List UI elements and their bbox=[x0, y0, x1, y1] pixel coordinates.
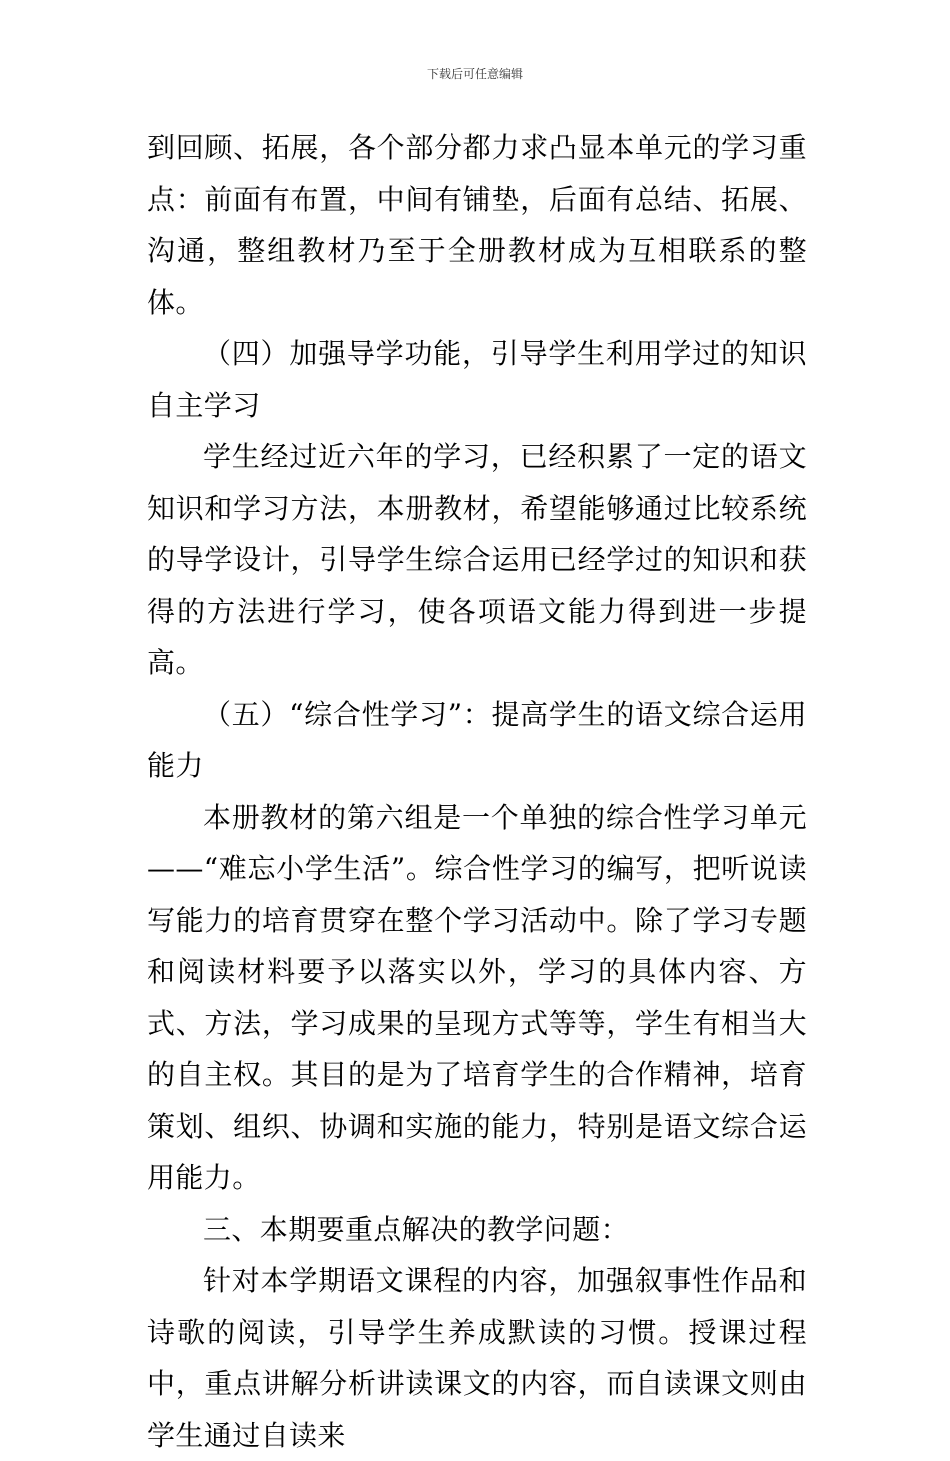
paragraph: 学生经过近六年的学习，已经积累了一定的语文知识和学习方法，本册教材，希望能够通过比较系统的导学设计，引导学生综合运用已经学过的知识和获得的方法进行学习，使各项语文能力得到进一步提高。 bbox=[147, 440, 807, 679]
section-heading-five: （五）“综合性学习”：提高学生的语文综合运用能力 bbox=[147, 697, 807, 782]
document-body bbox=[147, 122, 807, 1461]
paragraph: 本册教材的第六组是一个单独的综合性学习单元——“难忘小学生活”。综合性学习的编写，把听说读写能力的培育贯穿在整个学习活动中。除了学习专题和阅读材料要予以落实以外，学习的具体内容、方式、方法，学习成果的呈现方式等等，学生有相当大的自主权。其目的是为了培育学生的合作精神，培育策划、组织、协调和实施的能力，特别是语文综合运用能力。 bbox=[147, 800, 807, 1194]
section-heading-three: 三、本期要重点解决的教学问题： bbox=[203, 1212, 630, 1246]
paragraph: 针对本学期语文课程的内容，加强叙事性作品和诗歌的阅读，引导学生养成默读的习惯。授课过程中，重点讲解分析讲读课文的内容，而自读课文则由学生通过自读来 bbox=[147, 1264, 807, 1452]
paragraph-continued: 到回顾、拓展，各个部分都力求凸显本单元的学习重点：前面有布置，中间有铺垫，后面有总结、拓展、沟通，整组教材乃至于全册教材成为互相联系的整体。 bbox=[147, 131, 807, 319]
section-heading-four: （四）加强导学功能，引导学生利用学过的知识自主学习 bbox=[147, 337, 807, 422]
page-header: 下载后可任意编辑 bbox=[426, 67, 523, 81]
